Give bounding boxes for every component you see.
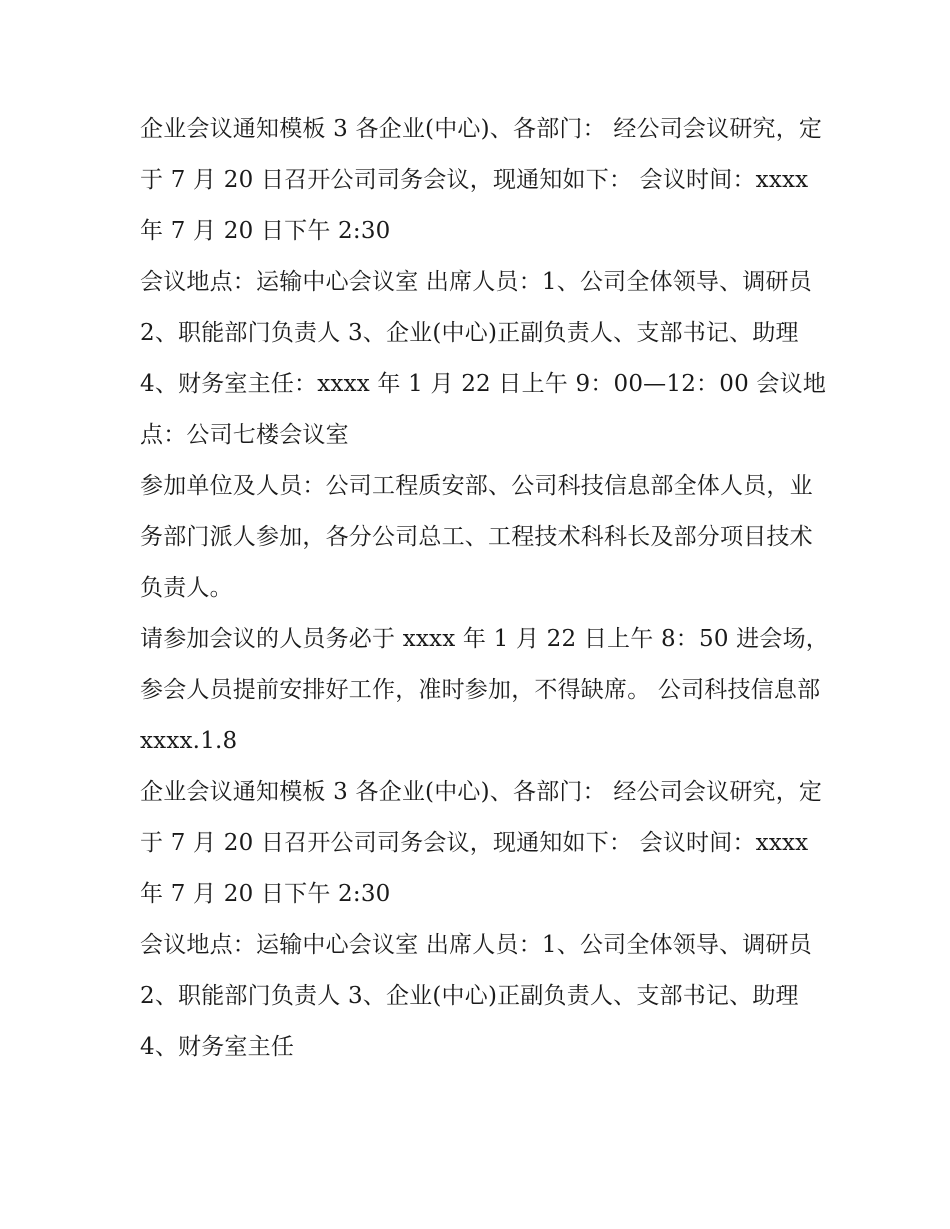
document-body xyxy=(140,104,830,1073)
paragraph-2: 会议地点：运输中心会议室 出席人员：1、公司全体领导、调研员 2、职能部门负责人 3、企业(中心)正副负责人、支部书记、助理 xyxy=(140,269,812,346)
paragraph-6: 企业会议通知模板 3 各企业(中心)、各部门： 经公司会议研究，定于 7 月 20 日召开公司司务会议，现通知如下： 会议时间：xxxx 年 7 月 20 日下午 2:30 xyxy=(140,779,823,907)
paragraph-1: 企业会议通知模板 3 各企业(中心)、各部门： 经公司会议研究，定于 7 月 20 日召开公司司务会议，现通知如下： 会议时间：xxxx 年 7 月 20 日下午 2:30 xyxy=(140,116,823,244)
paragraph-7: 会议地点：运输中心会议室 出席人员：1、公司全体领导、调研员 2、职能部门负责人 3、企业(中心)正副负责人、支部书记、助理 4、财务室主任 xyxy=(140,932,812,1060)
paragraph-4: 参加单位及人员：公司工程质安部、公司科技信息部全体人员，业务部门派人参加，各分公司总工、工程技术科科长及部分项目技术负责人。 xyxy=(140,473,813,601)
paragraph-3: 4、财务室主任：xxxx 年 1 月 22 日上午 9：00—12：00 会议地点：公司七楼会议室 xyxy=(140,371,827,448)
paragraph-5: 请参加会议的人员务必于 xxxx 年 1 月 22 日上午 8：50 进会场， 参会人员提前安排好工作，准时参加，不得缺席。 公司科技信息部 xxxx.1.8 xyxy=(140,626,829,754)
